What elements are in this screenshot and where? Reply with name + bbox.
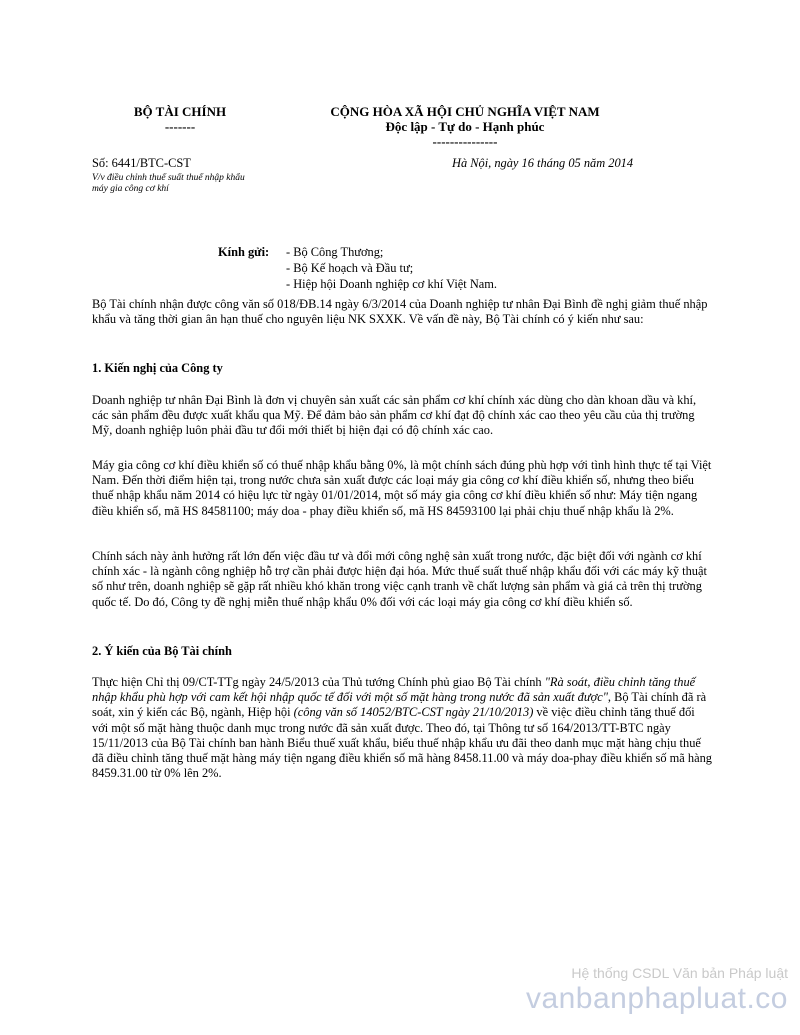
intro-paragraph: Bộ Tài chính nhận được công văn số 018/ĐB.14 ngày 6/3/2014 của Doanh nghiệp tư nhân Đại Bình đề nghị giảm thuế nhập khẩu và tăng thời gian ân hạn thuế cho nguyên liệu NK SXXK. Về vấn đề này, Bộ Tài chính có ý kiến như sau:: [92, 297, 708, 327]
document-subject-line-2: máy gia công cơ khí: [92, 184, 169, 194]
recipient-item: - Hiệp hội Doanh nghiệp cơ khí Việt Nam.: [286, 277, 498, 291]
watermark-site: vanbanphapluat.co: [525, 982, 788, 1015]
recipient-item: - Bộ Kế hoạch và Đầu tư;: [286, 261, 414, 275]
section-2-heading: 2. Ý kiến của Bộ Tài chính: [92, 644, 232, 658]
motto-rule: ---------------: [432, 134, 498, 149]
section-2-paragraph: Thực hiện Chỉ thị 09/CT-TTg ngày 24/5/2013 của Thủ tướng Chính phủ giao Bộ Tài chính "Rà soát, điều chỉnh tăng thuế nhập khẩu phù hợp với cam kết hội nhập quốc tế đối với một số mặt hàng trong nước đã sản xuất được", Bộ Tài chính đã rà soát, xin ý kiến các Bộ, ngành, Hiệp hội (công văn số 14052/BTC-CST ngày 21/10/2013) về việc điều chỉnh tăng thuế đối với một số mặt hàng thuộc danh mục trong nước đã sản xuất được. Theo đó, tại Thông tư số 164/2013/TT-BTC ngày 15/11/2013 của Bộ Tài chính ban hành Biểu thuế xuất khẩu, biểu thuế nhập khẩu ưu đãi theo danh mục mặt hàng chịu thuế đã điều chỉnh tăng thuế mặt hàng máy tiện ngang điều khiển số mã hàng 8458.11.00 và máy doa-phay điều khiển số mã hàng 8459.31.00 từ 0% lên 2%.: [92, 675, 712, 781]
motto: Độc lập - Tự do - Hạnh phúc: [385, 119, 545, 134]
section-1-paragraph: Máy gia công cơ khí điều khiển số có thuế nhập khẩu bằng 0%, là một chính sách đúng phù hợp với tình hình thực tế tại Việt Nam. Đến thời điểm hiện tại, trong nước chưa sản xuất được các loại máy gia công cơ khí điều khiển số, nhưng theo biểu thuế nhập khẩu năm 2014 có hiệu lực từ ngày 01/01/2014, một số máy gia công cơ khí điều khiển số như: Máy tiện ngang điều khiển số, mã HS 84581100; máy doa - phay điều khiển số, mã HS 84593100 lại phải chịu thuế nhập khẩu là 2%.: [92, 458, 712, 518]
ministry-name: BỘ TÀI CHÍNH: [133, 104, 227, 119]
document-subject-line-1: V/v điều chỉnh thuế suất thuế nhập khẩu: [92, 173, 245, 183]
document-number: Số: 6441/BTC-CST: [92, 156, 191, 170]
watermark-caption: Hệ thống CSDL Văn bản Pháp luật: [571, 965, 788, 981]
recipients-label: Kính gửi:: [218, 245, 270, 259]
recipient-item: - Bộ Công Thương;: [286, 245, 384, 259]
section-1-heading: 1. Kiến nghị của Công ty: [92, 361, 223, 375]
place-date: Hà Nội, ngày 16 tháng 05 năm 2014: [452, 156, 634, 170]
country-name: CỘNG HÒA XÃ HỘI CHỦ NGHĨA VIỆT NAM: [330, 104, 600, 119]
section-1-paragraph: Chính sách này ảnh hưởng rất lớn đến việc đầu tư và đổi mới công nghệ sản xuất trong nước, đặc biệt đối với ngành cơ khí chính xác - là ngành công nghiệp hỗ trợ cần phải được hiện đại hóa. Mức thuế suất thuế nhập khẩu đối với các máy kỹ thuật số như trên, doanh nghiệp sẽ gặp rất nhiều khó khăn trong việc cạnh tranh về chất lượng sản phẩm và giá cả trên thị trường quốc tế. Do đó, Công ty đề nghị miễn thuế nhập khẩu 0% đối với các loại máy gia công cơ khí điều khiển số.: [92, 549, 707, 609]
ministry-rule: -------: [164, 119, 196, 134]
section-1-paragraph: Doanh nghiệp tư nhân Đại Bình là đơn vị chuyên sản xuất các sản phẩm cơ khí chính xác dùng cho dàn khoan dầu và khí, các sản phẩm đều được xuất khẩu qua Mỹ. Để đảm bảo sản phẩm cơ khí đạt độ chính xác cao theo yêu cầu của thị trường Mỹ, doanh nghiệp luôn phải đầu tư đổi mới thiết bị hiện đại có độ chính xác cao.: [92, 393, 697, 438]
